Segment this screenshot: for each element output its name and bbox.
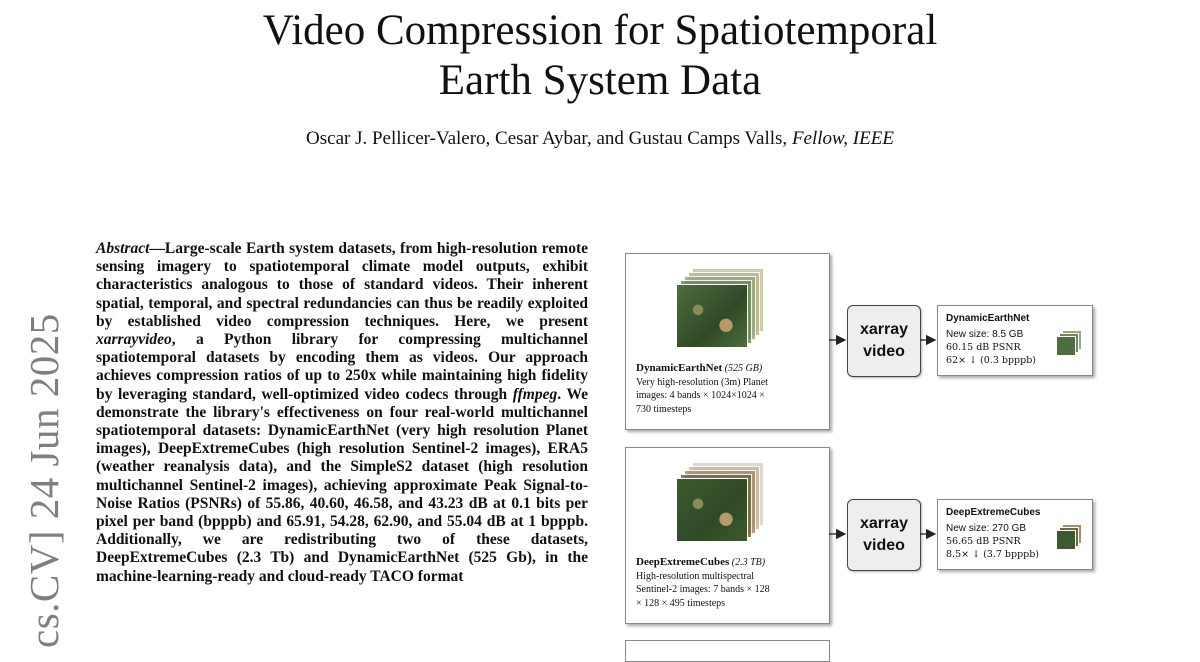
box-label-2: video [863,537,905,554]
abstract-tool-name: ffmpeg [512,385,558,403]
result-new-size: New size: 270 GB [946,523,1027,534]
box-label-1: xarray [859,515,909,532]
result-psnr: 56.65 dB PSNR [946,536,1021,547]
dataset-desc-1: Very high-resolution (3m) Planet [636,376,768,388]
result-psnr: 60.15 dB PSNR [946,342,1021,353]
dataset-name: DynamicEarthNet [636,362,723,374]
box-label-1: xarray [859,321,909,338]
abstract-text-1: —Large-scale Earth system datasets, from high-resolution remote sensing imagery to spatiotemporal climate model outputs, exhibit characteristics analogous to those of standard videos. Their inherent spatial, temporal, and spectral redundancies can thus be readily exploited by established video compression techniques. Here, we present [96,240,588,330]
dataset-desc-3: 730 timesteps [636,403,692,415]
box-label-2: video [863,343,905,360]
result-ratio: 8.5× ↓ (3.7 bpppb) [946,549,1040,560]
dataset-name: DeepExtremeCubes [636,556,730,568]
authors-affiliation: Fellow, IEEE [791,128,894,149]
abstract-heading: Abstract [96,240,150,257]
dataset-desc-1: High-resolution multispectral [636,570,755,582]
dataset-desc-2: images: 4 bands × 1024×1024 × [636,390,765,401]
result-name: DynamicEarthNet [946,313,1030,324]
result-ratio: 62× ↓ (0.3 bpppb) [946,355,1036,366]
title-line-1: Video Compression for Spatiotemporal [262,7,938,54]
dataset-size: (2.3 TB) [731,557,766,568]
authors-names: Oscar J. Pellicer-Valero, Cesar Aybar, and Gustau Camps Valls, [306,128,788,149]
title-line-2: Earth System Data [438,57,762,104]
arxiv-stamp: cs.CV] 24 Jun 2025 [21,313,67,648]
result-new-size: New size: 8.5 GB [946,329,1024,340]
abstract-library-name: xarrayvideo [96,331,172,349]
result-name: DeepExtremeCubes [946,507,1041,518]
dataset-desc-3: × 128 × 495 timesteps [636,597,726,609]
dataset-desc-2: Sentinel-2 images: 7 bands × 128 [636,584,770,595]
abstract-text-3: . We demonstrate the library's effectiveness on four real-world multichannel spatiotemporal datasets: DynamicEarthNet (very high resolution Planet images), DeepExtremeCubes (high resolution Sentinel-2 images), ERA5 (weather reanalysis data), and the SimpleS2 dataset (high resolution multichannel Sentinel-2 images), achieving approximate Peak Signal-to-Noise Ratios (PSNRs) of 55.86, 40.60, 46.58, and 43.23 dB at 0.1 bits per pixel per band (bpppb) and 65.91, 54.28, 62.90, and 55.04 dB at 1 bpppb. Additionally, we are redistributing two of these datasets, DeepExtremeCubes (2.3 Tb) and DynamicEarthNet (525 Gb), in the machine-learning-ready and cloud-ready TACO format [96,385,588,585]
abstract-text-2: , a Python library for compressing multichannel spatiotemporal datasets by encoding them as videos. Our approach achieves compression ratios of up to 250x while maintaining high fidelity by leveraging standard, well-optimized video codecs through [96,331,588,403]
dataset-size: (525 GB) [724,363,763,374]
